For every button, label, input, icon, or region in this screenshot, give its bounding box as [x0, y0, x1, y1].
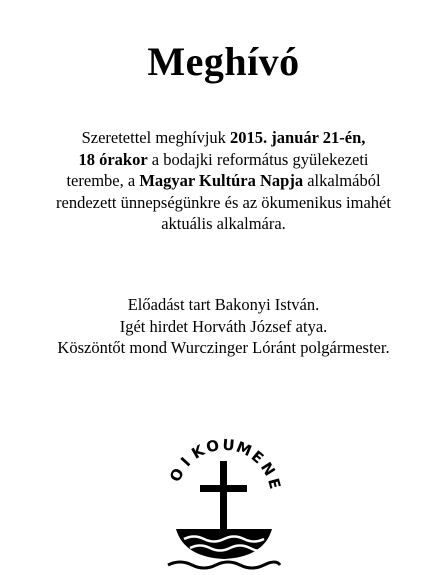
logo-letter: I	[177, 453, 195, 471]
event-venue: a bodajki református gyülekezeti	[147, 149, 369, 169]
invitation-line-5: aktuális alkalmára.	[161, 214, 286, 233]
invitation-line-3	[0, 170, 447, 192]
program-item-lecture: Előadást tart Bakonyi István.	[127, 295, 320, 314]
page-title: Meghívó	[147, 39, 300, 84]
program-item-greeting: Köszöntőt mond Wurczinger Lóránt polgármester.	[57, 338, 390, 357]
event-time: 18 órakor	[78, 149, 148, 169]
logo-mast	[220, 461, 227, 535]
logo-letter: N	[256, 458, 279, 480]
logo-boat-hull	[176, 529, 272, 559]
invitation-line-2	[0, 149, 447, 171]
program-item-sermon: Igét hirdet Horváth József atya.	[119, 316, 328, 336]
invitation-line-4: rendezett ünnepségünkre és az ökumenikus imahét	[56, 192, 391, 212]
logo-letter: O	[166, 465, 188, 485]
invitation-greeting: Szeretettel meghívjuk	[81, 128, 231, 147]
venue-continued: terembe, a	[66, 171, 140, 190]
invitation-line-1	[0, 127, 447, 149]
logo-letter: E	[264, 476, 285, 491]
logo-letter: O	[204, 436, 221, 457]
event-occasion: Magyar Kultúra Napja	[139, 171, 304, 190]
event-date: 2015. január 21-én,	[230, 128, 366, 147]
oikoumene-logo-icon	[160, 425, 288, 573]
invitation-text	[0, 127, 447, 235]
logo-crossbar	[200, 485, 247, 492]
occasion-suffix: alkalmából	[303, 171, 381, 190]
logo-letter: E	[247, 447, 268, 468]
logo-letter: U	[221, 435, 236, 455]
logo-letter: M	[233, 437, 255, 461]
program-list	[0, 294, 447, 359]
logo-water	[168, 562, 280, 568]
logo-letter: K	[188, 441, 208, 463]
